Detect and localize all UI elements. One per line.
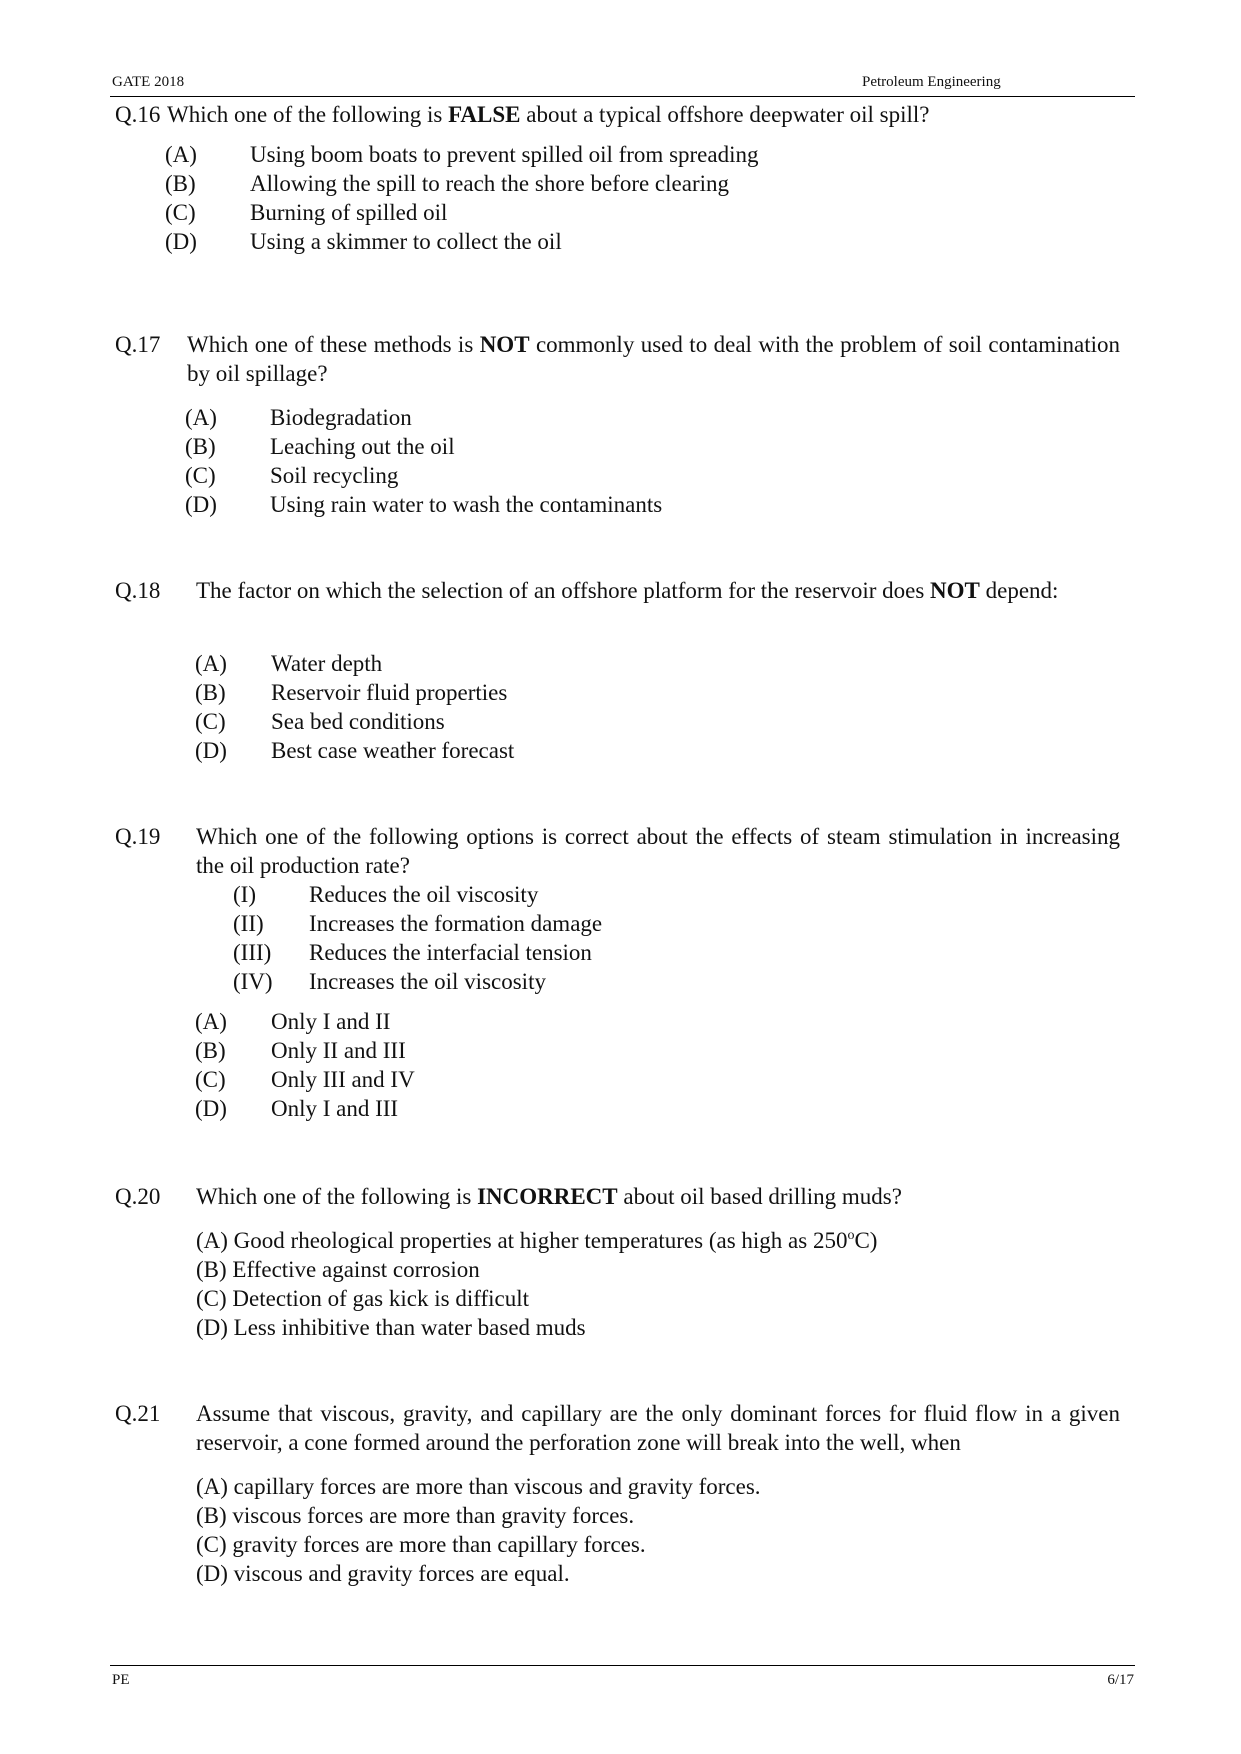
option: (C) gravity forces are more than capillary forces. [196,1532,646,1557]
option: (D) Less inhibitive than water based muds [196,1315,586,1340]
question-number: Q.17 [115,332,161,357]
question-stem: Which one of the following is INCORRECT about oil based drilling muds? [196,1184,902,1209]
option: (C) Detection of gas kick is difficult [196,1286,529,1311]
option: (D) viscous and gravity forces are equal. [196,1561,570,1586]
option-list [196,1472,761,1588]
option: (B) viscous forces are more than gravity forces. [196,1503,635,1528]
emphasis: INCORRECT [477,1184,618,1209]
question-number: Q.18 [115,578,161,603]
footer-rule [110,1665,1135,1666]
exam-page: GATE 2018 Petroleum Engineering Q.16 Which one of the following is FALSE about a typical offshore deepwater oil spill? (A) Using boom boats to prevent spilled oil from spreading (B) Allowing the spill to reach the shore before clearing (C) Burning of spilled oil (D) Using a skimmer to collect the oil Q.17 Which one of these methods is NOT commonly used to deal with the problem of soil contamination by oil spillage? (A) Biodegradation (B) Leaching out the oil (C) Soil recycling (D) Using rain water to wash the contaminants Q.18 The factor on which the selection of an offshore platform for the reservoir does NOT depend: (A) Water depth (B) Reservoir fluid properties (C) Sea bed conditions (D) Best case weather forecast Q.19 Which one of the following options is correct about the effects of steam stimulation in increasing the oil production rate? (I) Reduces the oil viscosity (II) Increases the formation damage (III) Reduces the interfacial tension (IV) Increases the oil viscosity (A) Only I and II (B) Only II and III (C) Only III and IV (D) Only I and III Q.20 Which one of the following is INCORRECT about oil based drilling muds? (A) Good rheological properties at higher temperatures (as high as 250$^o$C) (B) Effective against corrosion (C) Detection of gas kick is difficult (D) Less inhibitive than water based muds Q.21 Assume that viscous, gravity, and capillary are the only dominant forces for fluid flow in a given reservoir, a cone formed around the perforation zone will break into the well, when (A) capillary forces are more than viscous and gravity forces. (B) viscous forces are more than gravity forces. (C) gravity forces are more than capillary forces. (D) viscous and gravity forces are equal. PE 6/17 [112,74,1134,1688]
paper-subject: Petroleum Engineering [862,74,1001,90]
header-rule [110,96,1135,97]
emphasis: NOT [930,578,980,603]
emphasis: NOT [479,332,530,357]
question-number: Q.19 [115,824,161,849]
question-number: Q.16 [115,102,161,127]
option: (B) Effective against corrosion [196,1257,480,1282]
emphasis: FALSE [448,102,521,127]
question-stem: Which one of the following options is correct about the effects of steam stimulation in increasing the oil production rate? [196,824,1120,878]
question-stem: Which one of the following is FALSE about a typical offshore deepwater oil spill? [167,102,930,127]
paper-code: PE [112,1672,130,1688]
question-stem: Assume that viscous, gravity, and capillary are the only dominant forces for fluid flow in a given reservoir, a cone formed around the perforation zone will break into the well, when [196,1401,1120,1455]
option: (A) Good rheological properties at higher temperatures (as high as 250$^o$C) [196,1228,878,1253]
exam-title: GATE 2018 [112,74,185,90]
option: (A) capillary forces are more than viscous and gravity forces. [196,1474,761,1499]
question-stem: Which one of these methods is NOT commonly used to deal with the problem of soil contamination by oil spillage? [187,332,1120,386]
question-number: Q.21 [115,1401,161,1426]
page-number: 6/17 [1107,1672,1134,1688]
question-number: Q.20 [115,1184,161,1209]
option-list [196,1226,877,1342]
question-stem: The factor on which the selection of an offshore platform for the reservoir does NOT depend: [196,578,1059,603]
